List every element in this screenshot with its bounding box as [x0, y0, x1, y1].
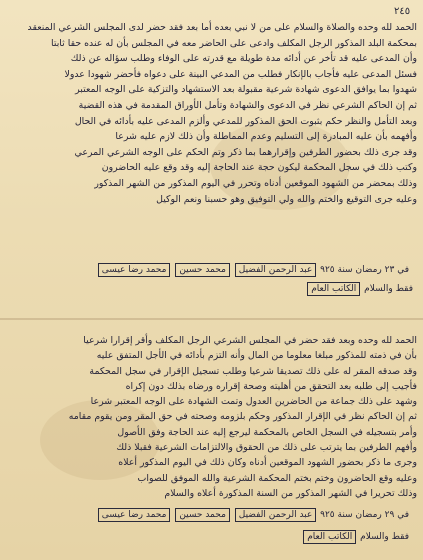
closing-row-1	[306, 282, 413, 296]
closing-text: فقط والسلام	[360, 532, 409, 542]
witness-signature: محمد حسين	[175, 263, 230, 277]
clerk-signature: الكاتب العام	[307, 282, 360, 296]
witness-signature: عبد الرحمن الفضيل	[235, 263, 317, 277]
text-line: وعليه جرى التوقيع والختم والله ولي التوفيق وهو حسبنا ونعم الوكيل	[156, 193, 417, 205]
record-date: في ٢٩ رمضان سنة ٩٢٥	[320, 510, 409, 520]
signature-row-1	[97, 263, 409, 277]
paper-fold-line	[0, 318, 423, 320]
text-line: وعليه وقع الحاضرون وختم بختم المحكمة الشرعية والله الموفق للصواب	[137, 472, 417, 484]
record-paragraph-1	[6, 20, 417, 207]
witness-signature: محمد رضا عيسى	[98, 508, 171, 522]
witness-signature: عبد الرحمن الفضيل	[235, 508, 317, 522]
text-line: وأن المدعى عليه قد تأخر عن أدائه مدة طويلة مع قدرته على الوفاء وطلب سؤاله عن ذلك	[70, 53, 417, 65]
text-line: ثم إن الحاكم الشرعي نظر في الدعوى والشهادة وتأمل الأوراق المقدمة في هذه القضية	[78, 99, 417, 111]
text-line: وكتب ذلك في سجل المحكمة ليكون حجة عند الحاجة إليه وقد وقع عليه الحاضرون	[101, 162, 417, 174]
text-line: الحمد لله وحده وبعد فقد حضر في المجلس الشرعي الرجل المكلف وأقر إقرارا شرعيا	[83, 335, 417, 346]
signature-row-2	[97, 508, 409, 522]
clerk-signature: الكاتب العام	[303, 530, 356, 544]
text-line: وأفهم الطرفين بما يترتب على ذلك من الحقوق والالتزامات الشرعية فقبلا ذلك	[116, 442, 417, 454]
witness-signature: محمد رضا عيسى	[98, 263, 171, 277]
record-paragraph-2	[6, 333, 417, 501]
closing-text: فقط والسلام	[364, 284, 413, 294]
text-line: فسئل المدعى عليه فأجاب بالإنكار فطلب من المدعي البينة على دعواه فأحضر شهودا عدولا	[64, 68, 417, 80]
text-line: بأن في ذمته للمذكور مبلغا معلوما من المال وأنه التزم بأدائه في الأجل المتفق عليه	[96, 350, 417, 362]
text-line: وذلك بمحضر من الشهود الموقعين أدناه وتحرر في اليوم المذكور من الشهر المذكور	[94, 177, 417, 189]
text-line: وذلك تحريرا في الشهر المذكور من السنة المذكورة أعلاه والسلام	[164, 487, 417, 499]
page-number: ٢٤٥	[394, 6, 411, 17]
text-line: وجرى ما ذكر بحضور الشهود الموقعين أدناه وكان ذلك في اليوم المذكور أعلاه	[118, 457, 417, 469]
text-line: وأمر بتسجيله في السجل الخاص بالمحكمة ليرجع إليه عند الحاجة وفق الأصول	[117, 426, 417, 438]
text-line: وقد جرى ذلك بحضور الطرفين وإقرارهما بما ذكر وتم الحكم على الوجه الشرعي المرعي	[74, 146, 417, 158]
witness-signature: محمد حسين	[175, 508, 230, 522]
text-line: وأفهمه بأن عليه المبادرة إلى التسليم وعدم المماطلة وأن ذلك لازم عليه شرعا	[115, 131, 417, 143]
text-line: فأجيب إلى طلبه بعد التحقق من أهليته وصحة إقراره ورضاه بذلك دون إكراه	[125, 380, 417, 392]
text-line: وبعد التأمل والنظر حكم بثبوت الحق المذكور للمدعي وألزم المدعى عليه بأدائه في الحال	[74, 115, 417, 127]
text-line: شهدوا بما يوافق الدعوى شهادة شرعية مقبولة بعد الاستشهاد والتزكية على الوجه المعتبر	[75, 84, 417, 96]
record-date: في ٢٣ رمضان سنة ٩٢٥	[320, 265, 409, 275]
text-line: وشهد على ذلك جماعة من الحاضرين العدول وتمت الشهادة على الوجه المعتبر شرعا	[90, 396, 417, 408]
closing-row-2	[302, 530, 409, 544]
text-line: ثم إن الحاكم نظر في الإقرار المذكور وحكم بلزومه وصحته في حق المقر ومن يقوم مقامه	[68, 411, 417, 423]
text-line: وقد صدقه المقر له على ذلك تصديقا شرعيا وطلب تسجيل الإقرار في سجل المحكمة	[89, 365, 417, 377]
text-line: الحمد لله وحده والصلاة والسلام على من لا نبي بعده أما بعد فقد حضر لدى المجلس الشرعي المنعقد	[27, 22, 417, 33]
text-line: بمحكمة البلد المذكور الرجل المكلف وادعى على الحاضر معه في المجلس بأن له عنده حقا ثابتا	[51, 37, 417, 49]
